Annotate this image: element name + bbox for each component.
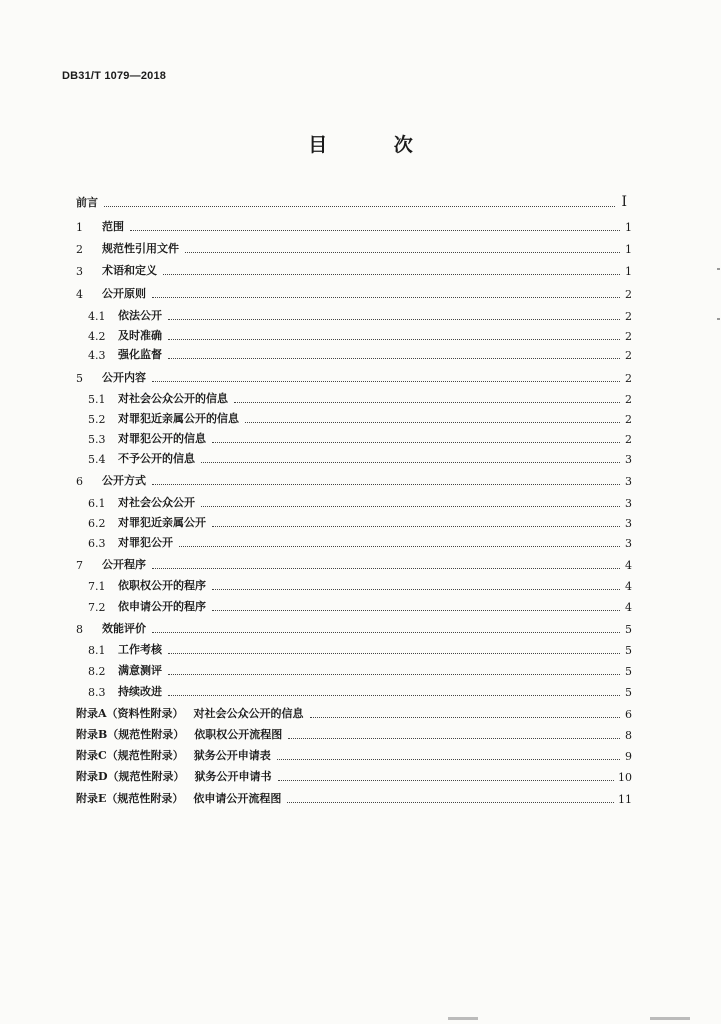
toc-entry bbox=[76, 367, 632, 385]
scan-mark bbox=[448, 1017, 478, 1020]
toc-entry-title: 公开原则 bbox=[102, 287, 146, 300]
scan-mark bbox=[717, 318, 720, 320]
toc-entry-title: 强化监督 bbox=[118, 348, 162, 361]
toc-entry-page: 5 bbox=[625, 686, 632, 699]
toc-entry bbox=[88, 305, 632, 323]
toc-entry-page: 3 bbox=[625, 453, 632, 466]
toc-leader-dots bbox=[130, 222, 620, 231]
toc-leader-dots bbox=[278, 772, 614, 781]
toc-entry bbox=[76, 260, 632, 278]
toc-entry-number: 8.1 bbox=[88, 644, 106, 657]
toc-entry-page: 5 bbox=[625, 644, 632, 657]
toc-entry-number: 4.1 bbox=[88, 310, 106, 323]
toc-entry bbox=[88, 428, 632, 446]
toc-leader-dots bbox=[104, 198, 615, 207]
toc-entry-page: 8 bbox=[625, 729, 632, 742]
toc-entry-page: 1 bbox=[625, 243, 632, 256]
toc-entry-page: 3 bbox=[625, 537, 632, 550]
toc-leader-dots bbox=[168, 350, 620, 359]
toc-entry-page: 10 bbox=[618, 771, 632, 784]
toc-leader-dots bbox=[163, 266, 620, 275]
toc-entry-page: 5 bbox=[625, 623, 632, 636]
toc-entry-title: 对社会公众公开 bbox=[118, 496, 195, 509]
toc-leader-dots bbox=[168, 331, 620, 340]
toc-entry-title: 规范性引用文件 bbox=[102, 242, 179, 255]
toc-entry bbox=[88, 660, 632, 678]
toc-entry-number: 附录C（规范性附录） bbox=[76, 749, 184, 762]
toc-leader-dots bbox=[179, 538, 620, 547]
toc-leader-dots bbox=[152, 289, 620, 298]
toc-entry-number: 7.2 bbox=[88, 601, 106, 614]
toc-entry-title: 满意测评 bbox=[118, 664, 162, 677]
toc-entry-number: 4.2 bbox=[88, 330, 106, 343]
toc-entry-page: 2 bbox=[625, 372, 632, 385]
toc-leader-dots bbox=[277, 751, 620, 760]
toc-entry bbox=[88, 448, 632, 466]
toc-entry-page: Ⅰ bbox=[621, 194, 627, 210]
toc-entry-title: 公开内容 bbox=[102, 371, 146, 384]
toc-entry-page: 5 bbox=[625, 665, 632, 678]
toc-entry bbox=[76, 724, 632, 742]
toc-entry bbox=[88, 575, 632, 593]
toc-entry-page: 6 bbox=[625, 708, 632, 721]
toc-entry-number: 附录D（规范性附录） bbox=[76, 770, 185, 783]
toc-entry-title: 依职权公开流程图 bbox=[194, 728, 283, 741]
toc-entry-page: 3 bbox=[625, 517, 632, 530]
toc-entry-number: 4 bbox=[76, 288, 83, 301]
toc-entry-number: 4.3 bbox=[88, 349, 106, 362]
toc-entry-page: 2 bbox=[625, 433, 632, 446]
toc-entry-number: 8 bbox=[76, 623, 83, 636]
toc-entry bbox=[88, 388, 632, 406]
toc-entry-page: 3 bbox=[625, 497, 632, 510]
toc-entry-number: 5.3 bbox=[88, 433, 106, 446]
toc-entry-page: 4 bbox=[625, 601, 632, 614]
toc-entry-title: 工作考核 bbox=[118, 643, 162, 656]
toc-entry bbox=[76, 788, 632, 806]
toc-entry-number: 附录B（规范性附录） bbox=[76, 728, 185, 741]
toc-entry-number: 6.2 bbox=[88, 517, 106, 530]
toc-entry-page: 2 bbox=[625, 413, 632, 426]
toc-entry-page: 2 bbox=[625, 288, 632, 301]
toc-entry bbox=[88, 639, 632, 657]
toc-entry bbox=[76, 554, 632, 572]
toc-entry-number: 5.1 bbox=[88, 393, 106, 406]
toc-entry bbox=[76, 216, 632, 234]
toc-entry-title: 对罪犯近亲属公开的信息 bbox=[118, 412, 239, 425]
toc-entry-title: 对罪犯公开 bbox=[118, 536, 173, 549]
toc-leader-dots bbox=[212, 602, 620, 611]
toc-leader-dots bbox=[234, 394, 620, 403]
toc-entry bbox=[76, 618, 632, 636]
toc-entry bbox=[88, 492, 632, 510]
toc-entry-page: 3 bbox=[625, 475, 632, 488]
toc-leader-dots bbox=[212, 581, 620, 590]
toc-entry-page: 1 bbox=[625, 265, 632, 278]
scan-mark bbox=[717, 268, 720, 270]
toc-entry-title: 依职权公开的程序 bbox=[118, 579, 206, 592]
toc-entry bbox=[88, 532, 632, 550]
toc-leader-dots bbox=[287, 794, 614, 803]
toc-entry-title: 对社会公众公开的信息 bbox=[118, 392, 228, 405]
toc-entry-page: 2 bbox=[625, 349, 632, 362]
toc-entry-page: 4 bbox=[625, 559, 632, 572]
toc-entry bbox=[76, 470, 632, 488]
toc-entry bbox=[76, 192, 627, 210]
toc-leader-dots bbox=[168, 645, 620, 654]
toc-leader-dots bbox=[152, 624, 620, 633]
toc-leader-dots bbox=[310, 709, 620, 718]
toc-entry-number: 2 bbox=[76, 243, 83, 256]
toc-entry-number: 5 bbox=[76, 372, 83, 385]
toc-entry-number: 6.3 bbox=[88, 537, 106, 550]
toc-entry-page: 2 bbox=[625, 310, 632, 323]
toc-entry-number: 8.3 bbox=[88, 686, 106, 699]
toc-entry-title: 对罪犯近亲属公开 bbox=[118, 516, 206, 529]
toc-entry bbox=[76, 745, 632, 763]
toc-entry-title: 对社会公众公开的信息 bbox=[193, 707, 304, 720]
toc-entry-page: 1 bbox=[625, 221, 632, 234]
toc-entry bbox=[88, 596, 632, 614]
scan-mark bbox=[650, 1017, 690, 1020]
toc-entry-title: 范围 bbox=[102, 220, 124, 233]
doc-code: DB31/T 1079—2018 bbox=[62, 70, 167, 82]
toc-leader-dots bbox=[212, 434, 620, 443]
toc-entry-title: 前言 bbox=[76, 196, 98, 209]
toc-entry-title: 术语和定义 bbox=[102, 264, 157, 277]
toc-leader-dots bbox=[185, 244, 620, 253]
toc-leader-dots bbox=[201, 498, 620, 507]
toc-entry-title: 效能评价 bbox=[102, 622, 146, 635]
toc-entry-title: 依法公开 bbox=[118, 309, 162, 322]
page-title-text: 目 次 bbox=[308, 134, 443, 156]
toc-entry-number: 5.4 bbox=[88, 453, 106, 466]
toc-entry bbox=[76, 703, 632, 721]
toc-entry bbox=[88, 408, 632, 426]
toc-entry bbox=[88, 344, 632, 362]
toc-entry-title: 对罪犯公开的信息 bbox=[118, 432, 206, 445]
toc-leader-dots bbox=[212, 518, 620, 527]
toc-entry-page: 2 bbox=[625, 330, 632, 343]
toc-entry-title: 狱务公开申请表 bbox=[193, 749, 271, 762]
toc-leader-dots bbox=[288, 730, 620, 739]
toc-leader-dots bbox=[168, 666, 620, 675]
toc-entry bbox=[76, 238, 632, 256]
toc-entry-page: 11 bbox=[618, 793, 632, 806]
toc-entry-title: 及时准确 bbox=[118, 329, 162, 342]
toc-entry-number: 7 bbox=[76, 559, 83, 572]
toc-leader-dots bbox=[152, 373, 620, 382]
toc-entry bbox=[88, 512, 632, 530]
toc-entry bbox=[88, 681, 632, 699]
toc-entry-title: 公开程序 bbox=[102, 558, 146, 571]
toc-entry-page: 4 bbox=[625, 580, 632, 593]
toc-entry-title: 依申请公开的程序 bbox=[118, 600, 206, 613]
toc-entry-number: 6.1 bbox=[88, 497, 106, 510]
toc-entry-title: 持续改进 bbox=[118, 685, 162, 698]
toc-entry-page: 2 bbox=[625, 393, 632, 406]
toc-entry-number: 附录A（资料性附录） bbox=[76, 707, 184, 720]
toc-leader-dots bbox=[152, 560, 620, 569]
toc-entry-number: 3 bbox=[76, 265, 83, 278]
toc-entry-number: 8.2 bbox=[88, 665, 106, 678]
toc-leader-dots bbox=[201, 454, 620, 463]
toc-leader-dots bbox=[152, 476, 620, 485]
toc-entry-title: 狱务公开申请书 bbox=[194, 770, 272, 783]
toc-entry-page: 9 bbox=[625, 750, 632, 763]
toc-entry-number: 5.2 bbox=[88, 413, 106, 426]
toc-entry-number: 7.1 bbox=[88, 580, 106, 593]
toc-leader-dots bbox=[245, 414, 620, 423]
toc-entry-number: 附录E（规范性附录） bbox=[76, 792, 184, 805]
toc-leader-dots bbox=[168, 311, 620, 320]
toc-entry-title: 公开方式 bbox=[102, 474, 146, 487]
toc-entry-title: 不予公开的信息 bbox=[118, 452, 195, 465]
toc-entry-number: 1 bbox=[76, 221, 83, 234]
toc-entry bbox=[88, 325, 632, 343]
toc-leader-dots bbox=[168, 687, 620, 696]
toc-entry-title: 依申请公开流程图 bbox=[193, 792, 282, 805]
toc-entry bbox=[76, 766, 632, 784]
toc-entry-number: 6 bbox=[76, 475, 83, 488]
page-title bbox=[0, 130, 721, 157]
toc-entry bbox=[76, 283, 632, 301]
